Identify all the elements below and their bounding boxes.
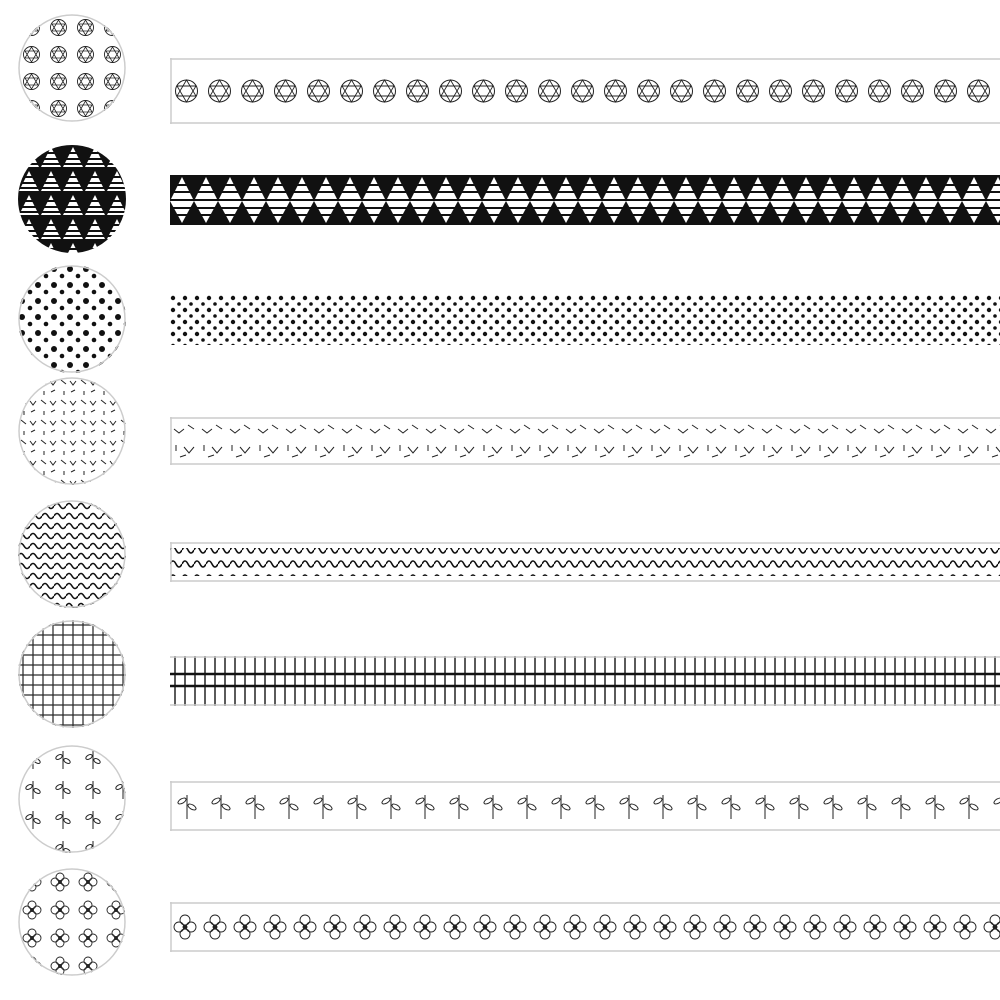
swatch-sprigs <box>18 745 126 853</box>
swatch-grid <box>18 620 126 728</box>
tape-row-confetti <box>0 375 1000 500</box>
tape-row-sprigs <box>0 745 1000 865</box>
swatch-loops <box>18 500 126 608</box>
tape-row-triangles <box>0 145 1000 265</box>
swatch-flowers <box>18 868 126 976</box>
swatch-dots <box>18 265 126 373</box>
tape-row-loops <box>0 500 1000 620</box>
tape-confetti <box>170 417 1000 465</box>
tape-row-dots <box>0 265 1000 390</box>
tape-flowers <box>170 902 1000 952</box>
tape-row-flowers <box>0 868 1000 993</box>
swatch-confetti <box>18 377 126 485</box>
swatch-triangles <box>18 145 126 253</box>
swatch-sacred-geometry <box>18 14 126 122</box>
tape-row-grid <box>0 620 1000 740</box>
tape-sacred-geometry <box>170 58 1000 124</box>
tape-triangles <box>170 175 1000 225</box>
tape-sprigs <box>170 781 1000 831</box>
tape-dots <box>170 295 1000 345</box>
tape-loops <box>170 542 1000 582</box>
tape-row-sacred-geometry <box>0 20 1000 120</box>
tape-grid <box>170 656 1000 706</box>
